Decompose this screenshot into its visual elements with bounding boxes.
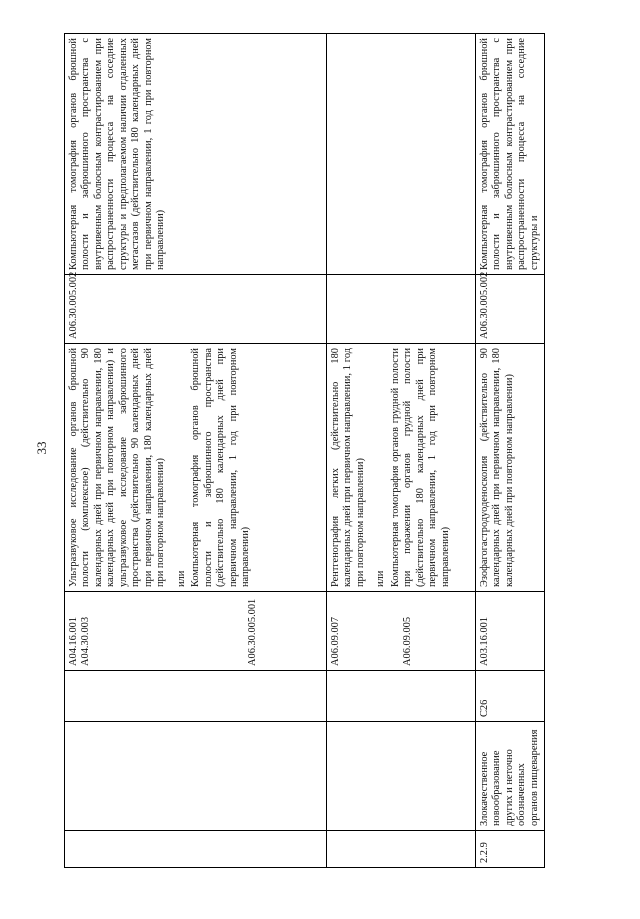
contrast-description-cell — [327, 34, 476, 275]
service-description: Компьютерная томография органов грудной полости при поражении органов грудной полости (действительно 180 календарных дней при первичном направлении, 1 год при повторном направлении) — [389, 348, 451, 587]
service-code: A03.16.001 — [479, 616, 490, 666]
table-row — [65, 34, 327, 868]
service-code-cell — [65, 592, 327, 671]
service-description: Рентгенография легких (действительно 180 календарных дней при первичном направлении, 1 год при повторном направлении) — [330, 348, 366, 587]
icd-code-cell — [65, 671, 327, 722]
page-number: 33 — [34, 441, 49, 455]
service-description-cell — [327, 344, 476, 592]
service-code: A06.30.005.001 — [246, 598, 258, 666]
service-code-cell — [327, 592, 476, 671]
service-code: A06.09.005 — [402, 616, 414, 666]
service-description: Эзофагогастродуоденоскопия (действительно 90 календарных дней при первичном направлении, 180 календарных дней при повторном направлении) — [479, 348, 515, 587]
alternative-or-label: или — [175, 570, 187, 587]
service-description-cell — [476, 344, 545, 592]
icd-code-cell: C26 — [476, 671, 545, 722]
row-number-cell: 2.2.9 — [476, 831, 545, 868]
disease-name-cell — [65, 722, 327, 831]
table-row — [327, 34, 476, 868]
row-number-cell — [65, 831, 327, 868]
contrast-code-cell — [327, 275, 476, 344]
icd-code-cell — [327, 671, 476, 722]
contrast-description-cell: Компьютерная томография органов брюшной полости и забрюшинного пространства с внутривенным болюсным контрастированием при распространенности процесса на соседние структуры и — [476, 34, 545, 275]
disease-name-cell: Злокачественное новообразование других и неточно обозначенных органов пищеварения — [476, 722, 545, 831]
rotated-table-container — [64, 34, 540, 868]
service-code: A04.16.001 — [68, 616, 79, 666]
service-description: Ультразвуковое исследование органов брюшной полости (комплексное) (действительно 90 календарных дней при первичном направлении, 180 календарных дней при повторном направлении) и ультразвуковое исследование забрюшинного пространства (действительно 90 календарных дней при первичном направлении, 180 календарных дней при повторном направлении) — [68, 348, 167, 587]
alternative-or-label: или — [375, 570, 387, 587]
contrast-description-cell: Компьютерная томография органов брюшной полости и забрюшинного пространства с внутривенным болюсным контрастированием при распространенности процесса на соседние структуры и предполагаемом наличии отдаленных метастазов (действительно 180 календарных дней при первичном направлении, 1 год при повторном направлении) — [65, 34, 327, 275]
disease-name-cell — [327, 722, 476, 831]
service-code: A04.30.003 — [80, 616, 92, 666]
service-code-cell — [476, 592, 545, 671]
contrast-code-cell: A06.30.005.002 — [476, 275, 545, 344]
service-description-cell — [65, 344, 327, 592]
service-description: Компьютерная томография органов брюшной полости и забрюшинного пространства (действительно 180 календарных дней при первичном направлении, 1 год при повторном направлении) — [190, 348, 252, 587]
table-row — [476, 34, 545, 868]
contrast-code-cell: A06.30.005.002 — [65, 275, 327, 344]
service-code: A06.09.007 — [330, 616, 341, 666]
requirements-table — [64, 33, 545, 868]
row-number-cell — [327, 831, 476, 868]
